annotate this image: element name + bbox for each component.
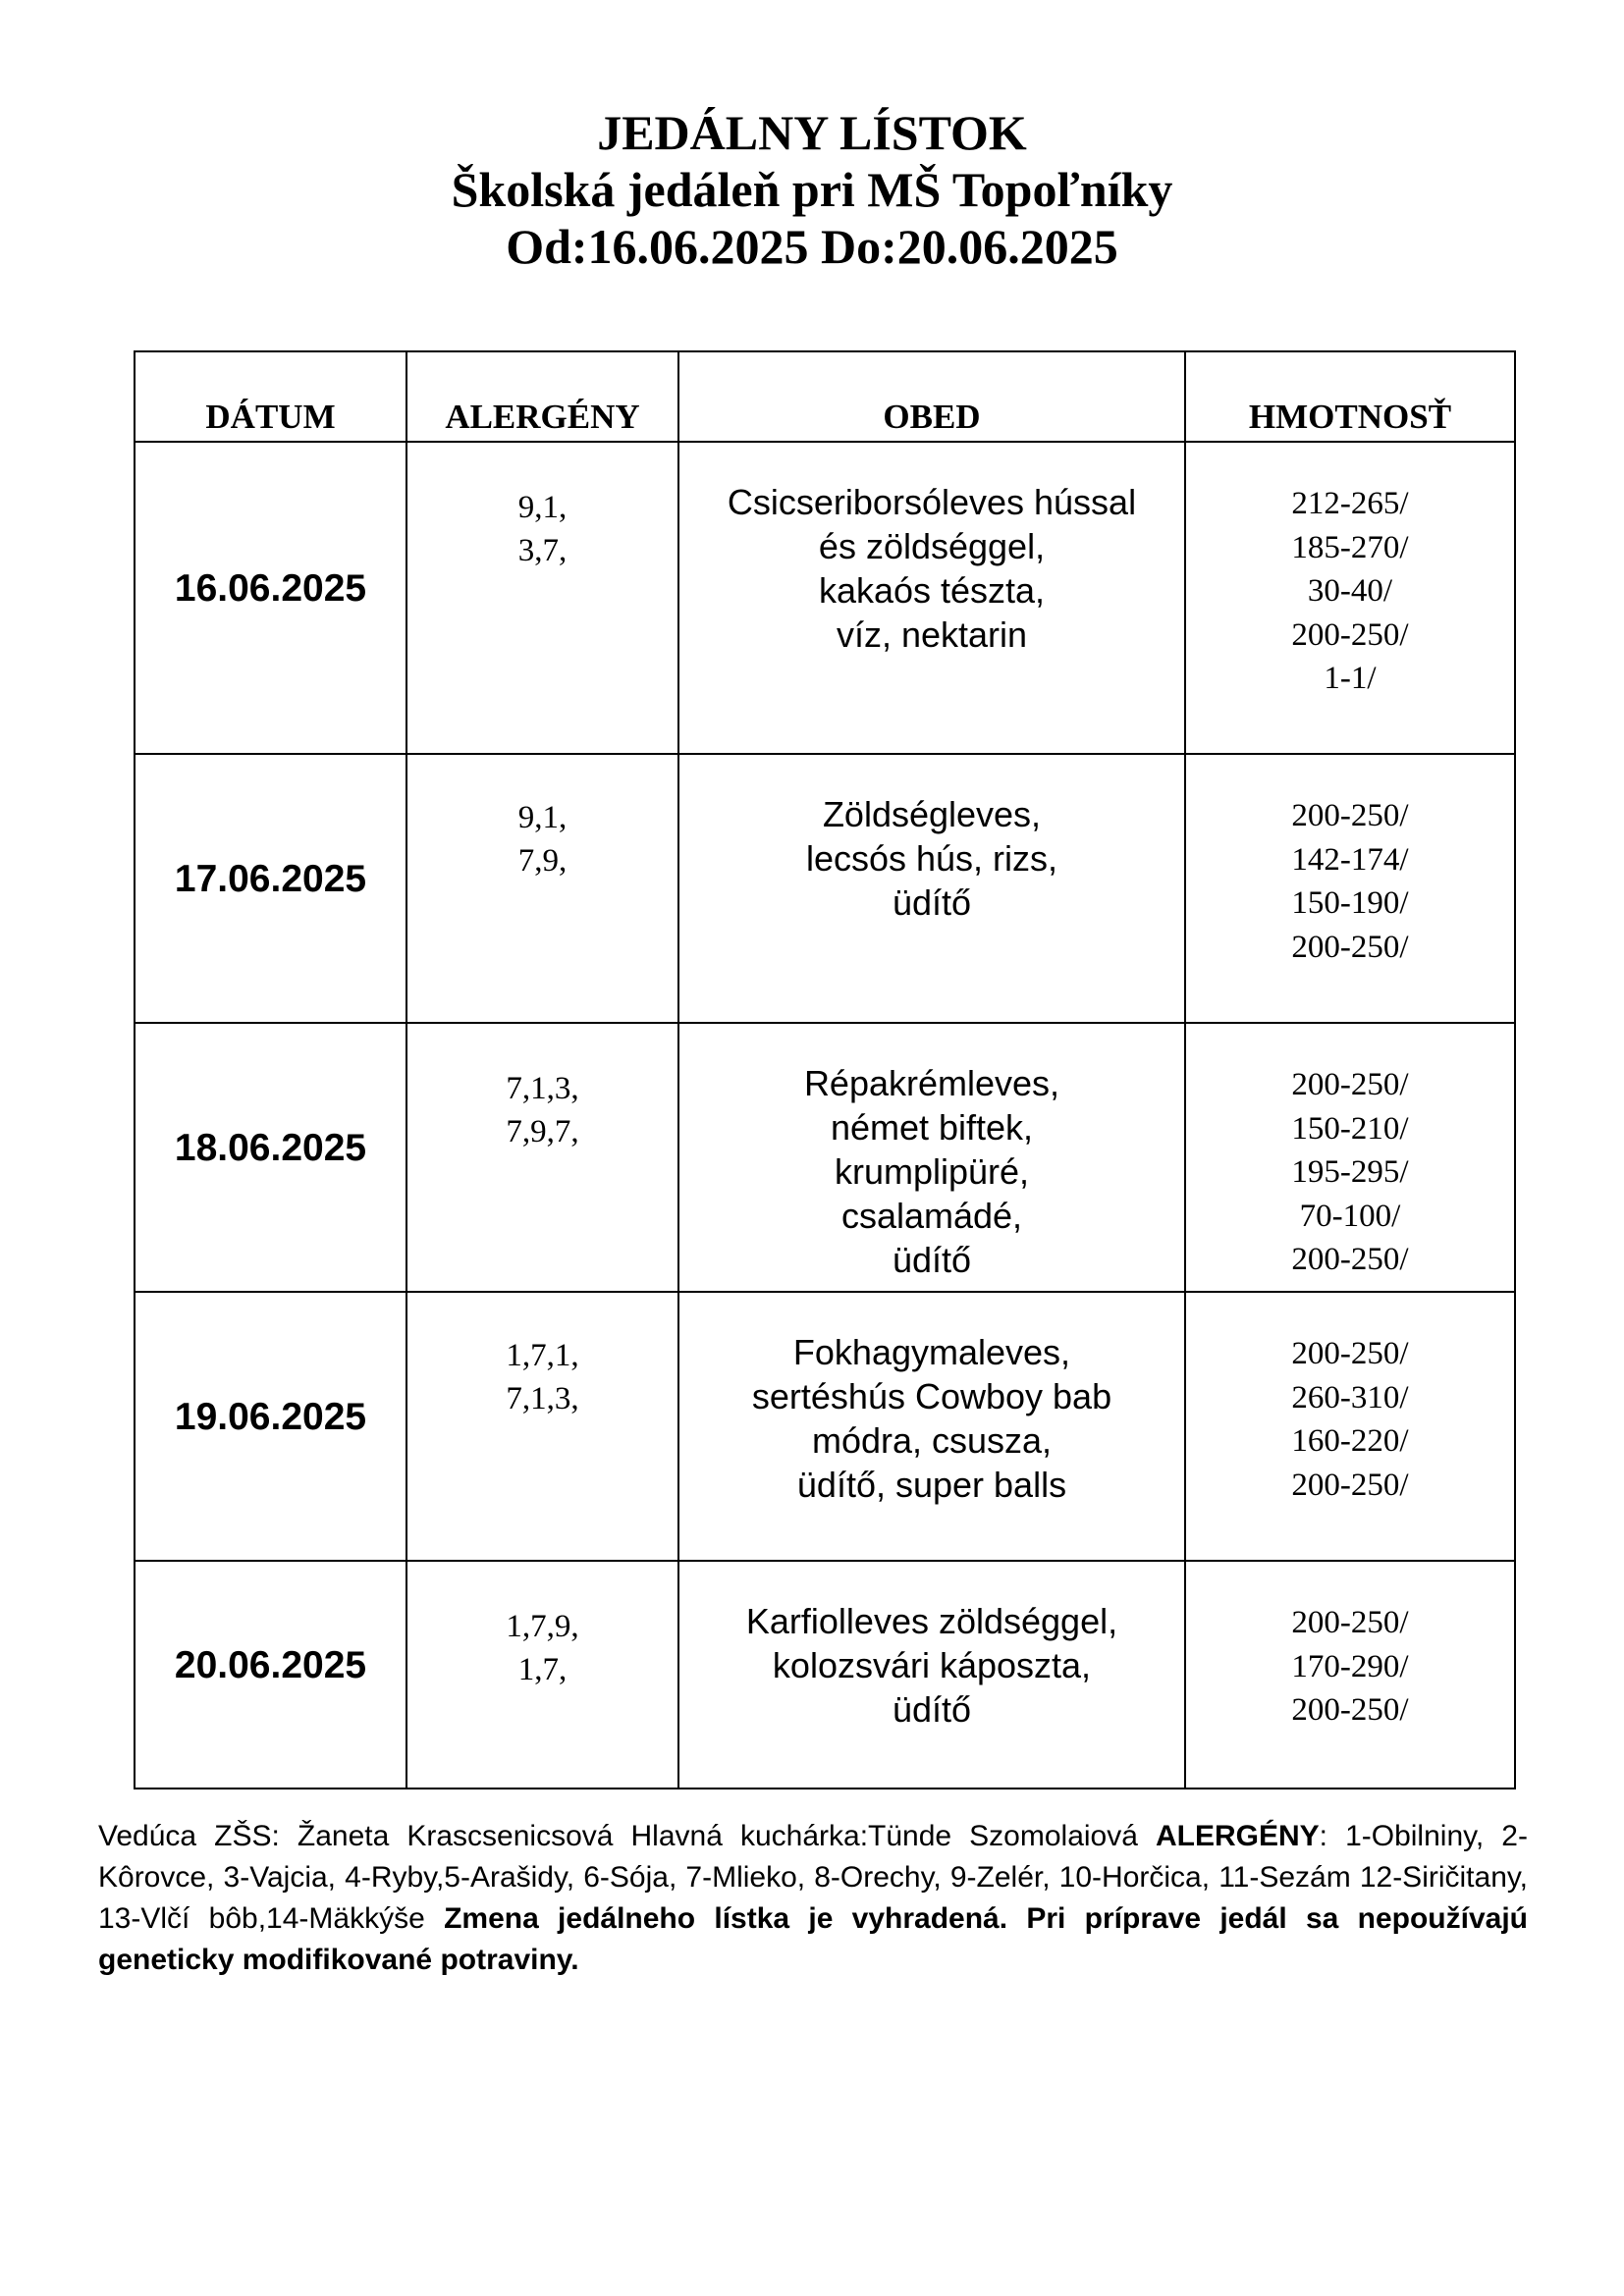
date-value: 20.06.2025 — [174, 1644, 367, 1686]
allergens-line: 3,7, — [517, 533, 568, 568]
weights-line: 150-190/ — [1291, 885, 1409, 921]
menu-notice: Zmena jedálneho lístka je vyhradená. Pri príprave jedál sa nepoužívajú geneticky modifikované potraviny. — [98, 1902, 1528, 1976]
meal-line: üdítő — [892, 1240, 972, 1280]
allergens-line: 9,1, — [517, 800, 568, 835]
weights-line: 200-250/ — [1291, 1605, 1409, 1640]
allergens-label: ALERGÉNY — [1155, 1820, 1320, 1852]
meal-line: üdítő, super balls — [796, 1465, 1067, 1505]
weights-line: 30-40/ — [1307, 573, 1393, 609]
allergens-legend: : 1-Obilniny, 2-Kôrovce, 3-Vajcia, 4-Ryby,5-Arašidy, 6-Sója, 7-Mlieko, 8-Orechy, 9-Zelér, 10-Horčica, 11-Sezám 12-Siričitany, 13-Vlčí bôb,14-Mäkkýše — [98, 1820, 1528, 1935]
meal-line: üdítő — [892, 1689, 972, 1730]
allergens-cell — [406, 754, 678, 1023]
date-value: 17.06.2025 — [174, 858, 367, 900]
meal-line: Zöldségleves, — [822, 794, 1042, 834]
weights-line: 195-295/ — [1291, 1154, 1409, 1190]
table-row — [135, 442, 1515, 754]
meal-line: sertéshús Cowboy bab — [751, 1376, 1112, 1416]
meal-line: és zöldséggel, — [818, 526, 1046, 566]
meal-cell — [678, 442, 1185, 754]
weights-line: 200-250/ — [1291, 1336, 1409, 1371]
date-cell — [135, 754, 406, 1023]
date-cell — [135, 442, 406, 754]
allergens-cell — [406, 442, 678, 754]
col-header-date: DÁTUM — [135, 351, 406, 442]
allergens-cell — [406, 1292, 678, 1561]
meal-line: Fokhagymaleves, — [792, 1332, 1071, 1372]
meal-cell — [678, 754, 1185, 1023]
date-value: 19.06.2025 — [174, 1396, 367, 1438]
meal-line: Répakrémleves, — [803, 1063, 1060, 1103]
allergens-line: 7,9, — [517, 843, 568, 879]
meal-cell — [678, 1292, 1185, 1561]
weights-line: 200-250/ — [1291, 1467, 1409, 1503]
weights-line: 260-310/ — [1291, 1379, 1409, 1415]
weight-cell — [1185, 442, 1515, 754]
weights-line: 200-250/ — [1291, 929, 1409, 965]
date-cell — [135, 1023, 406, 1292]
col-header-meal: OBED — [678, 351, 1185, 442]
menu-table — [134, 350, 1516, 1789]
weights-line: 200-250/ — [1291, 798, 1409, 833]
weight-cell — [1185, 1023, 1515, 1292]
meal-line: üdítő — [892, 882, 972, 923]
meal-line: német biftek, — [830, 1107, 1034, 1148]
meal-line: lecsós hús, rizs, — [805, 838, 1058, 879]
weights-line: 200-250/ — [1291, 1692, 1409, 1728]
weight-cell — [1185, 754, 1515, 1023]
allergens-line: 1,7, — [517, 1652, 568, 1687]
table-row — [135, 754, 1515, 1023]
staff-info: Vedúca ZŠS: Žaneta Krascsenicsová Hlavná kuchárka:Tünde Szomolaiová — [98, 1820, 1156, 1852]
meal-line: módra, csusza, — [811, 1420, 1053, 1461]
table-header-row — [135, 351, 1515, 442]
meal-cell — [678, 1023, 1185, 1292]
weights-line: 70-100/ — [1299, 1198, 1401, 1234]
weights-line: 170-290/ — [1291, 1648, 1409, 1684]
meal-line: krumplipüré, — [834, 1151, 1030, 1192]
table-row — [135, 1292, 1515, 1561]
allergens-cell — [406, 1023, 678, 1292]
allergens-line: 7,1,3, — [506, 1071, 579, 1106]
meal-line: víz, nektarin — [836, 614, 1028, 655]
meal-line: kakaós tészta, — [818, 570, 1046, 611]
meal-line: csalamádé, — [840, 1196, 1023, 1236]
weights-line: 1-1/ — [1324, 661, 1377, 696]
canteen-name: Školská jedáleň pri MŠ Topoľníky — [451, 162, 1173, 217]
weight-cell — [1185, 1561, 1515, 1789]
weight-cell — [1185, 1292, 1515, 1561]
weights-line: 185-270/ — [1291, 529, 1409, 565]
date-value: 18.06.2025 — [174, 1127, 367, 1169]
footer-note — [98, 1816, 1528, 1981]
menu-title: JEDÁLNY LÍSTOK — [597, 105, 1027, 160]
date-value: 16.06.2025 — [174, 567, 367, 610]
meal-cell — [678, 1561, 1185, 1789]
table-row — [135, 1023, 1515, 1292]
allergens-cell — [406, 1561, 678, 1789]
date-cell — [135, 1561, 406, 1789]
col-header-weight: HMOTNOSŤ — [1185, 351, 1515, 442]
weights-line: 142-174/ — [1291, 841, 1409, 878]
weights-line: 200-250/ — [1291, 1067, 1409, 1102]
date-range: Od:16.06.2025 Do:20.06.2025 — [506, 219, 1118, 274]
allergens-line: 7,9,7, — [506, 1114, 579, 1149]
date-cell — [135, 1292, 406, 1561]
weights-line: 160-220/ — [1291, 1423, 1409, 1459]
allergens-line: 9,1, — [517, 490, 568, 525]
table-row — [135, 1561, 1515, 1789]
weights-line: 200-250/ — [1291, 616, 1409, 653]
allergens-line: 1,7,9, — [506, 1609, 579, 1644]
allergens-line: 7,1,3, — [506, 1381, 579, 1416]
meal-line: Karfiolleves zöldséggel, — [745, 1601, 1118, 1641]
meal-line: kolozsvári káposzta, — [772, 1645, 1092, 1685]
col-header-allergens: ALERGÉNY — [406, 351, 678, 442]
allergens-line: 1,7,1, — [506, 1338, 579, 1373]
meal-line: Csicseriborsóleves hússal — [727, 482, 1137, 522]
weights-line: 200-250/ — [1291, 1242, 1409, 1277]
weights-line: 212-265/ — [1291, 486, 1409, 521]
menu-title-block — [0, 104, 1624, 275]
weights-line: 150-210/ — [1291, 1110, 1409, 1147]
